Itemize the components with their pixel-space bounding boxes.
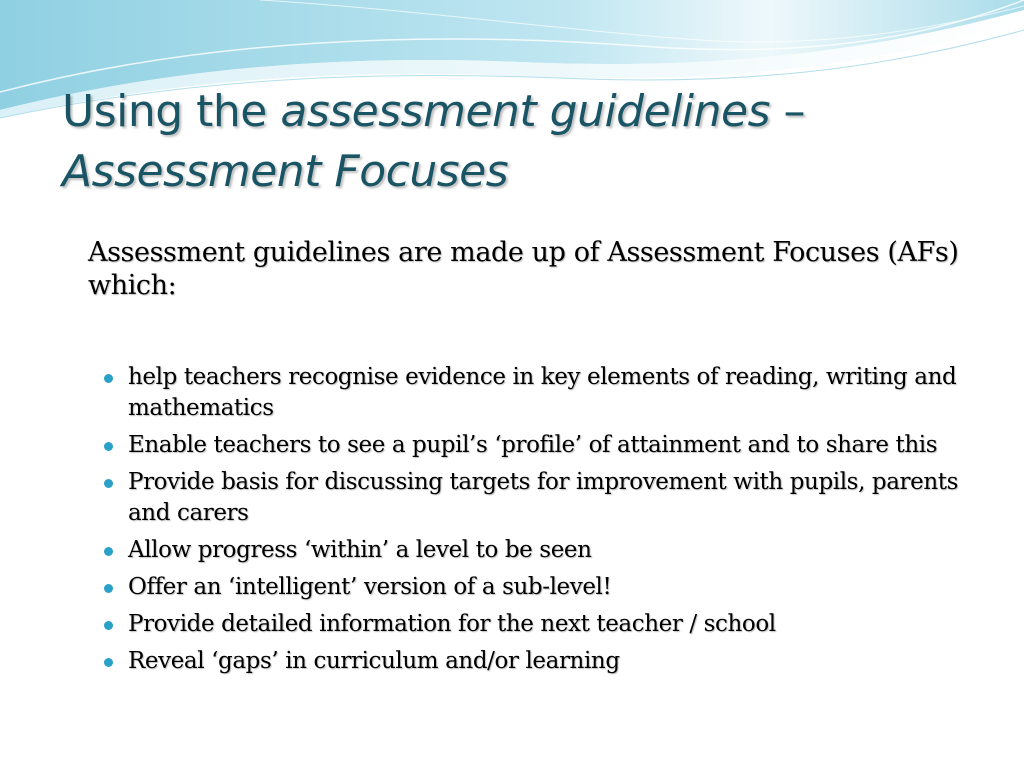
- bullet-icon: [104, 442, 113, 451]
- bullet-text: Allow progress ‘within’ a level to be seen: [128, 537, 592, 563]
- bullet-icon: [104, 547, 113, 556]
- bullet-list: [104, 362, 974, 683]
- list-item: [104, 609, 974, 640]
- bullet-text: Offer an ‘intelligent’ version of a sub-level!: [128, 574, 612, 600]
- bullet-text: Enable teachers to see a pupil’s ‘profile’ of attainment and to share this: [128, 432, 938, 458]
- bullet-text: Provide basis for discussing targets for improvement with pupils, parents and carers: [128, 469, 959, 526]
- bullet-text: Reveal ‘gaps’ in curriculum and/or learning: [128, 648, 620, 674]
- bullet-icon: [104, 374, 113, 383]
- bullet-text: Provide detailed information for the next teacher / school: [128, 611, 776, 637]
- list-item: [104, 535, 974, 566]
- title-part-4: Assessment Focuses: [62, 146, 509, 197]
- bullet-icon: [104, 479, 113, 488]
- bullet-text: help teachers recognise evidence in key elements of reading, writing and mathematics: [128, 364, 957, 421]
- bullet-icon: [104, 658, 113, 667]
- title-part-2: assessment guidelines: [280, 86, 771, 137]
- list-item: [104, 430, 974, 461]
- slide-title: [62, 82, 962, 202]
- bullet-icon: [104, 621, 113, 630]
- list-item: [104, 572, 974, 603]
- intro-text: Assessment guidelines are made up of Assessment Focuses (AFs) which:: [88, 237, 959, 301]
- title-part-1: Using the: [62, 86, 281, 137]
- list-item: [104, 467, 974, 529]
- bullet-icon: [104, 584, 113, 593]
- list-item: [104, 646, 974, 677]
- list-item: [104, 362, 974, 424]
- title-part-3: –: [770, 86, 806, 137]
